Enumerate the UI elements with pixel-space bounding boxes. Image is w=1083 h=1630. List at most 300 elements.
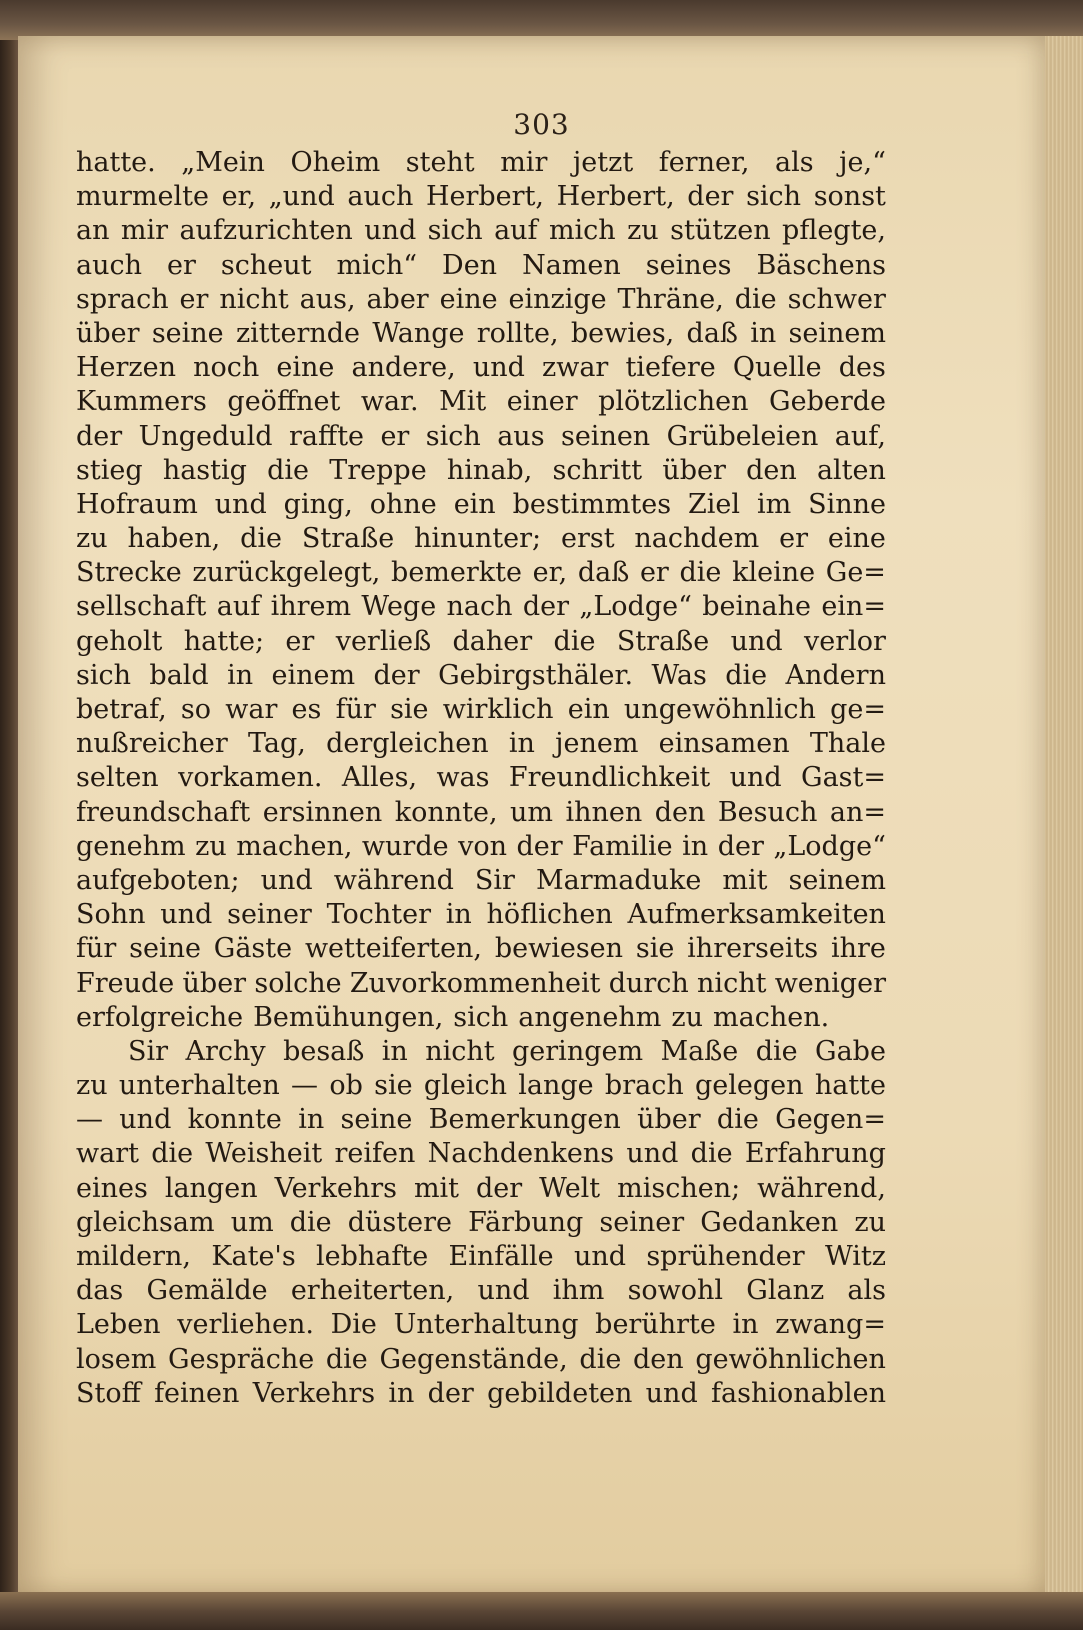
word: Wege <box>361 591 437 623</box>
word: als <box>847 1275 886 1307</box>
word: seiner <box>599 1206 685 1238</box>
text-line <box>76 967 886 1001</box>
word: Besuch <box>717 796 818 828</box>
word: hastig <box>162 454 247 486</box>
text-line <box>76 317 886 351</box>
word: — <box>76 1104 103 1136</box>
word: Gast= <box>801 762 886 794</box>
word: ihm <box>552 1275 605 1307</box>
word: Aufmerksamkeiten <box>627 899 886 931</box>
word: höflichen <box>486 899 613 931</box>
word: schwer <box>787 283 886 315</box>
word: und <box>477 1275 530 1307</box>
word: der <box>717 830 764 862</box>
word: für <box>76 933 117 965</box>
word: und <box>260 864 313 896</box>
word: Gebirgsthäler. <box>438 659 634 691</box>
word: weniger <box>774 967 886 999</box>
word: geholt <box>76 625 163 657</box>
word: ihre <box>830 933 886 965</box>
word: Verkehrs <box>274 1172 397 1204</box>
word: um <box>230 1206 274 1238</box>
text-line <box>76 180 886 214</box>
word: steht <box>405 147 475 178</box>
word: bewiesen <box>494 933 624 965</box>
word: beinahe <box>702 591 811 623</box>
text-line <box>76 454 886 488</box>
word: seiner <box>227 899 312 931</box>
word: Sir <box>128 1035 169 1067</box>
word: sie <box>390 694 429 725</box>
word: das <box>76 1275 124 1307</box>
word: während <box>333 864 454 896</box>
word: auf <box>494 215 538 247</box>
word: zu <box>195 830 227 862</box>
text-line <box>76 693 886 727</box>
word: mischen; <box>617 1172 741 1204</box>
word: Herbert, <box>556 181 675 213</box>
word: eine <box>439 283 498 315</box>
word: Wange <box>372 317 465 349</box>
text-line <box>76 659 886 693</box>
word: seines <box>645 249 732 281</box>
word: Gegenstände, <box>379 1343 568 1375</box>
word: Straße <box>616 625 710 657</box>
word: er <box>639 557 669 589</box>
word: die <box>151 1138 194 1170</box>
word: angenehm <box>518 1001 662 1033</box>
word: Tochter <box>326 899 432 931</box>
word: rollte, <box>476 317 559 349</box>
word: die <box>267 454 310 486</box>
word: Ge= <box>825 557 886 589</box>
word: den <box>633 1343 684 1375</box>
word: sie <box>374 1070 413 1102</box>
word: murmelte <box>76 181 209 213</box>
word: bestimmtes <box>512 488 672 520</box>
word: machen. <box>713 1001 830 1033</box>
word: die <box>325 1343 368 1375</box>
word: aufgeboten; <box>76 864 240 896</box>
word: Einfälle <box>448 1241 554 1272</box>
word: die <box>679 557 722 589</box>
word: und <box>214 488 267 520</box>
word: er <box>285 625 315 657</box>
word: gleichsam <box>76 1206 215 1238</box>
word: des <box>838 352 886 384</box>
word: auch <box>76 249 142 281</box>
page-number: 303 <box>513 108 570 141</box>
word: ging, <box>283 488 353 520</box>
word: sprach <box>76 283 169 315</box>
word: seinem <box>788 864 886 896</box>
word: seinen <box>560 420 651 452</box>
word: berührte <box>595 1309 716 1341</box>
word: Die <box>330 1309 377 1341</box>
word: nicht <box>425 1035 495 1067</box>
word: ihrem <box>270 591 352 623</box>
word: Herbert, <box>425 181 545 213</box>
word: bewies, <box>570 317 675 349</box>
word: der <box>476 1172 523 1204</box>
text-line <box>76 830 886 864</box>
text-line <box>76 1206 886 1240</box>
word: Maße <box>660 1035 739 1067</box>
word: schritt <box>552 454 643 486</box>
word: machen, <box>236 830 353 862</box>
word: im <box>756 488 792 520</box>
word: ein= <box>821 591 886 623</box>
word: ge= <box>830 694 886 725</box>
word: über <box>662 454 726 486</box>
word: zu <box>76 523 108 555</box>
text-line <box>76 249 886 283</box>
word: seinem <box>788 317 886 349</box>
word: in <box>750 317 777 349</box>
word: und <box>119 1104 172 1136</box>
word: Treppe <box>329 454 427 486</box>
word: langen <box>164 1172 258 1204</box>
word: ungewöhnlich <box>623 694 816 725</box>
word: düstere <box>347 1206 452 1238</box>
word: eines <box>76 1172 148 1204</box>
text-line <box>76 488 886 522</box>
word: die <box>240 523 282 555</box>
word: in <box>445 899 472 931</box>
word: und <box>573 1241 626 1272</box>
word: erheiterten, <box>290 1275 455 1307</box>
word: mich <box>548 215 616 247</box>
text-line <box>76 1172 886 1206</box>
word: daß <box>577 557 630 589</box>
text-line <box>76 522 886 556</box>
word: an= <box>829 796 886 828</box>
word: sich <box>427 215 483 247</box>
word: nach <box>446 591 513 623</box>
word: ob <box>329 1070 363 1102</box>
word: Glanz <box>746 1275 825 1307</box>
word: „Lodge“ <box>773 830 886 862</box>
word: jenem <box>555 728 639 760</box>
word: ein <box>453 488 496 520</box>
text-line <box>76 214 886 248</box>
word: Andern <box>785 659 886 691</box>
word: Bemühungen, <box>253 1001 444 1033</box>
word: ihrerseits <box>687 933 819 965</box>
word: geringem <box>512 1035 644 1067</box>
word: solche <box>254 967 342 999</box>
word: Färbung <box>468 1206 584 1238</box>
word: besaß <box>283 1035 365 1067</box>
word: vorkamen. <box>178 762 323 794</box>
word: unterhalten <box>118 1070 280 1102</box>
word: aber <box>366 283 429 315</box>
word: wart <box>76 1138 139 1170</box>
word: mit <box>722 864 768 896</box>
word: Gabe <box>815 1035 886 1067</box>
word: um <box>510 796 553 828</box>
word: gelegen <box>695 1070 804 1102</box>
word: jetzt <box>572 147 634 178</box>
word: ohne <box>369 488 437 520</box>
word: Freude <box>76 967 175 999</box>
text-line <box>76 1001 886 1035</box>
word: lebhafte <box>316 1241 429 1272</box>
word: Weisheit <box>205 1138 323 1170</box>
word: sowohl <box>627 1275 724 1307</box>
text-line <box>76 1035 886 1069</box>
word: tiefere <box>625 352 716 384</box>
word: die <box>725 659 768 691</box>
word: Marmaduke <box>536 864 702 896</box>
word: freundschaft <box>76 796 251 828</box>
word: konnte <box>187 1104 282 1136</box>
text-line <box>76 1308 886 1342</box>
word: in <box>508 728 535 760</box>
word: als <box>775 147 814 178</box>
word: zurückgelegt, <box>192 557 381 589</box>
word: reifen <box>334 1138 416 1170</box>
word: dergleichen <box>326 728 489 760</box>
word: in <box>732 1309 759 1341</box>
text-line <box>76 1343 886 1377</box>
word: Was <box>651 659 707 691</box>
word: nachdem <box>634 523 760 555</box>
book-top-edge <box>0 0 1083 40</box>
word: mit <box>413 1172 460 1204</box>
word: Gemälde <box>146 1275 268 1307</box>
word: nußreicher <box>76 728 228 760</box>
word: er <box>167 249 196 281</box>
word: und <box>472 352 525 384</box>
word: erst <box>560 523 615 555</box>
word: ersinnen <box>262 796 383 828</box>
word: selten <box>76 762 159 794</box>
word: die <box>289 1206 332 1238</box>
text-line <box>76 932 886 966</box>
text-line <box>76 727 886 761</box>
word: Den <box>442 249 498 281</box>
word: Stoff <box>76 1377 141 1409</box>
word: er <box>179 283 209 315</box>
word: die <box>690 1138 733 1170</box>
word: raffte <box>289 420 365 452</box>
word: zitternde <box>235 317 361 349</box>
body-text <box>76 146 886 1411</box>
word: Gespräche <box>168 1343 315 1375</box>
word: der <box>373 659 420 691</box>
word: Witz <box>825 1241 886 1272</box>
text-line <box>76 864 886 898</box>
word: durch <box>608 967 689 999</box>
word: den <box>746 454 797 486</box>
word: Gäste <box>213 933 293 965</box>
word: zwang= <box>775 1309 886 1341</box>
word: er <box>380 420 410 452</box>
word: Geberde <box>769 386 886 418</box>
word: während, <box>757 1172 886 1204</box>
word: Quelle <box>732 352 822 384</box>
word: Bäschens <box>756 249 886 281</box>
word: pflegte, <box>782 215 886 247</box>
word: sprühender <box>646 1241 805 1272</box>
word: hatte <box>814 1070 886 1102</box>
word: die <box>734 283 777 315</box>
word: mildern, <box>76 1241 192 1272</box>
word: Thräne, <box>617 283 724 315</box>
text-line <box>76 351 886 385</box>
word: Gegen= <box>775 1104 886 1136</box>
word: — <box>291 1070 319 1102</box>
word: feinen <box>154 1377 240 1409</box>
word: seine <box>340 1104 413 1136</box>
word: gebildeten <box>487 1377 633 1409</box>
word: Hofraum <box>76 488 198 520</box>
word: stützen <box>670 215 771 247</box>
word: gewöhnlichen <box>695 1343 886 1375</box>
word: der <box>687 181 734 213</box>
word: Kate's <box>211 1241 296 1272</box>
word: Tag, <box>247 728 306 760</box>
word: konnte, <box>394 796 498 828</box>
word: war. <box>360 386 419 418</box>
word: für <box>335 694 376 725</box>
text-line <box>76 146 886 180</box>
word: über <box>76 317 140 349</box>
word: Ungeduld <box>138 420 273 452</box>
word: Freundlichkeit <box>508 762 711 794</box>
word: an <box>76 215 110 247</box>
word: er, <box>221 181 257 213</box>
word: Straße <box>301 523 395 555</box>
word: seine <box>151 317 224 349</box>
word: auf <box>216 591 261 623</box>
word: daß <box>686 317 738 349</box>
word: der <box>522 591 570 623</box>
word: daher <box>452 625 533 657</box>
word: Archy <box>185 1035 266 1067</box>
word: ihnen <box>565 796 643 828</box>
word: der <box>76 420 123 452</box>
word: was <box>436 762 490 794</box>
word: zu <box>854 1206 886 1238</box>
word: auf, <box>834 420 886 452</box>
word: seine <box>129 933 201 965</box>
word: über <box>637 1104 701 1136</box>
text-line <box>76 1274 886 1308</box>
word: fashionablen <box>711 1377 886 1409</box>
word: mir <box>120 215 169 247</box>
word: je,“ <box>839 147 886 178</box>
word: sich <box>425 420 481 452</box>
word: nicht <box>219 283 289 315</box>
word: und <box>729 762 782 794</box>
word: alten <box>816 454 886 486</box>
word: einem <box>271 659 356 691</box>
word: auch <box>347 181 414 213</box>
word: die <box>553 625 596 657</box>
word: Strecke <box>76 557 182 589</box>
word: mich“ <box>336 249 418 281</box>
word: Zuvorkommenheit <box>349 967 601 999</box>
text-line <box>76 1240 886 1274</box>
word: kleine <box>732 557 816 589</box>
word: scheut <box>220 249 312 281</box>
word: hatte. <box>76 147 156 178</box>
book-bottom-edge <box>0 1592 1083 1630</box>
text-line <box>76 761 886 795</box>
word: geöffnet <box>227 386 341 418</box>
word: es <box>291 694 322 725</box>
word: in <box>227 659 254 691</box>
word: einer <box>506 386 578 418</box>
word: zu <box>76 1070 108 1102</box>
word: losem <box>76 1343 157 1375</box>
page-stack-edge <box>1045 36 1083 1596</box>
text-line <box>76 898 886 932</box>
text-line <box>76 385 886 419</box>
word: bald <box>149 659 209 691</box>
word: verliehen. <box>177 1309 314 1341</box>
word: und <box>364 215 417 247</box>
word: sie <box>635 933 675 965</box>
word: aufzurichten <box>179 215 353 247</box>
word: und <box>645 1377 698 1409</box>
word: Alles, <box>341 762 418 794</box>
word: Leben <box>76 1309 161 1341</box>
word: die <box>579 1343 622 1375</box>
word: über <box>182 967 247 999</box>
word: genehm <box>76 830 186 862</box>
word: den <box>654 796 706 828</box>
word: Oheim <box>290 147 381 178</box>
word: bemerkte <box>391 557 522 589</box>
word: Gedanken <box>700 1206 839 1238</box>
word: hatte; <box>183 625 265 657</box>
word: von <box>458 830 507 862</box>
word: zwar <box>542 352 609 384</box>
word: der <box>427 1377 474 1409</box>
word: haben, <box>127 523 221 555</box>
word: sellschaft <box>76 591 207 623</box>
word: Nachdenkens <box>427 1138 615 1170</box>
word: zu <box>627 215 659 247</box>
word: die <box>716 1104 759 1136</box>
word: sonst <box>813 181 886 213</box>
word: Erfahrung <box>744 1138 886 1170</box>
word: Grübeleien <box>666 420 819 452</box>
text-line <box>76 420 886 454</box>
word: hinab, <box>446 454 533 486</box>
word: mir <box>500 147 548 178</box>
word: zu <box>671 1001 704 1033</box>
word: wetteiferten, <box>304 933 483 965</box>
text-line <box>76 1103 886 1137</box>
word: in <box>381 1035 408 1067</box>
word: er <box>779 523 809 555</box>
word: die <box>755 1035 798 1067</box>
text-line <box>76 1069 886 1103</box>
word: plötzlichen <box>598 386 749 418</box>
word: er, <box>532 557 568 589</box>
word: eine <box>276 352 335 384</box>
word: Herzen <box>76 352 177 384</box>
word: eine <box>827 523 886 555</box>
word: ferner, <box>658 147 750 178</box>
word: ein <box>567 694 610 725</box>
word: andere, <box>351 352 456 384</box>
word: war <box>225 694 278 725</box>
